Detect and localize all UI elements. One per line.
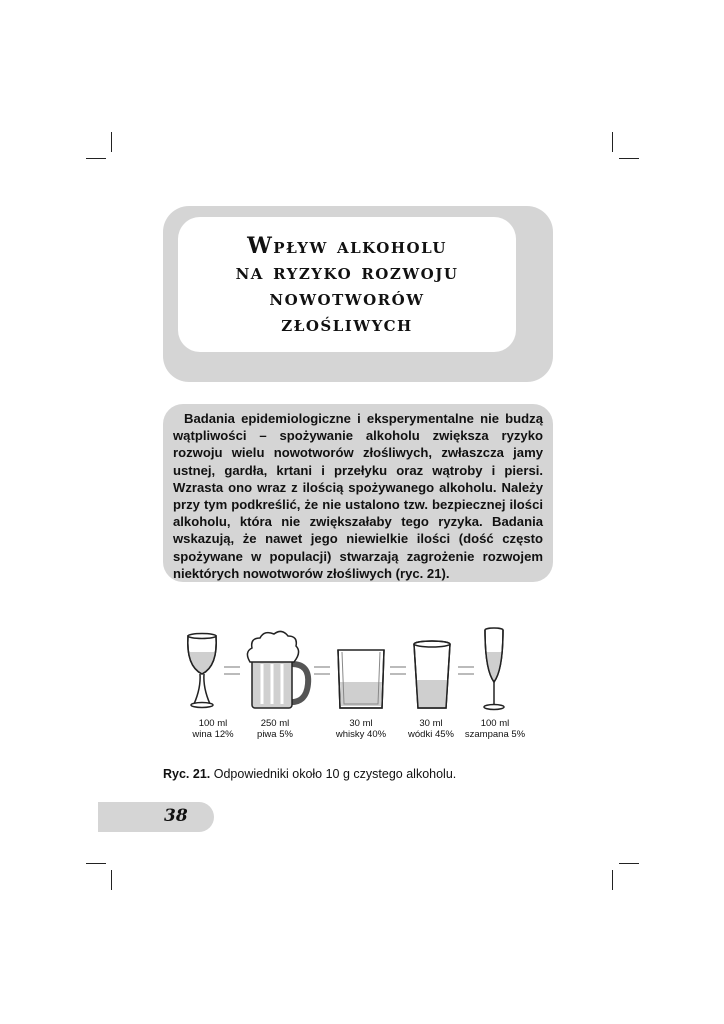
drink-amount: 250 ml <box>260 718 290 729</box>
body-paragraph: Badania epidemiologiczne i eksperymentalne nie budzą wątpliwości – spożywanie alkoholu zwiększa ryzyko rozwoju wielu nowotworów złośliwych, zwłaszcza jamy ustnej, gardła, krtani i przełyku oraz wątroby i piersi. Wzrasta ono wraz z ilością spożywanego alkoholu. Należy przy tym podkreślić, że nie ustalono tzw. bezpiecznej ilości alkoholu, która nie zwiększałaby tego ryzyka. Badania wskazują, że nawet jego niewielkie ilości (dość często spożywane w populacji) stwarzają zagrożenie rozwojem niektórych nowotworów złośliwych (ryc. 21). <box>173 411 543 581</box>
vodka-glass-icon <box>414 641 450 708</box>
title-panel <box>178 217 516 352</box>
drink-name: whisky 40% <box>335 729 387 740</box>
drink-name: wódki 45% <box>408 729 454 740</box>
drink-label <box>400 718 462 740</box>
drink-label <box>330 718 392 740</box>
drink-label <box>460 718 530 740</box>
drink-name: wina 12% <box>192 729 234 740</box>
equals-sign <box>458 667 474 674</box>
page-title <box>236 233 459 337</box>
beer-mug-icon <box>247 631 308 708</box>
page-number-tab <box>98 802 214 832</box>
whisky-glass-icon <box>338 650 384 708</box>
drink-amount: 30 ml <box>349 718 373 729</box>
drink-amount: 100 ml <box>480 718 510 729</box>
crop-mark <box>612 132 613 152</box>
drink-name: piwa 5% <box>257 729 293 740</box>
crop-mark <box>111 870 112 890</box>
title-line: nowotworów <box>269 284 425 311</box>
alcohol-equivalents-figure <box>180 622 550 742</box>
drink-label <box>245 718 305 740</box>
equals-sign <box>224 667 240 674</box>
text-box <box>163 404 553 582</box>
drink-amount: 100 ml <box>198 718 228 729</box>
champagne-glass-icon <box>484 628 504 710</box>
crop-mark <box>111 132 112 152</box>
title-line: na ryzyko rozwoju <box>235 258 459 285</box>
crop-mark <box>612 870 613 890</box>
crop-mark <box>619 158 639 159</box>
equals-sign <box>390 667 406 674</box>
drink-amount: 30 ml <box>419 718 443 729</box>
drink-name: szampana 5% <box>464 729 526 740</box>
drinks-illustration <box>180 622 550 714</box>
equals-sign <box>314 667 330 674</box>
page-number: 38 <box>164 806 188 826</box>
crop-mark <box>86 863 106 864</box>
caption-label: Ryc. 21. <box>163 767 211 781</box>
figure-caption <box>163 767 456 781</box>
title-line: Wpływ alkoholu <box>247 232 447 259</box>
title-line: złośliwych <box>281 310 413 337</box>
drink-label <box>183 718 243 740</box>
crop-mark <box>619 863 639 864</box>
wine-glass-icon <box>188 634 216 708</box>
crop-mark <box>86 158 106 159</box>
caption-text: Odpowiedniki około 10 g czystego alkoholu. <box>210 767 457 781</box>
